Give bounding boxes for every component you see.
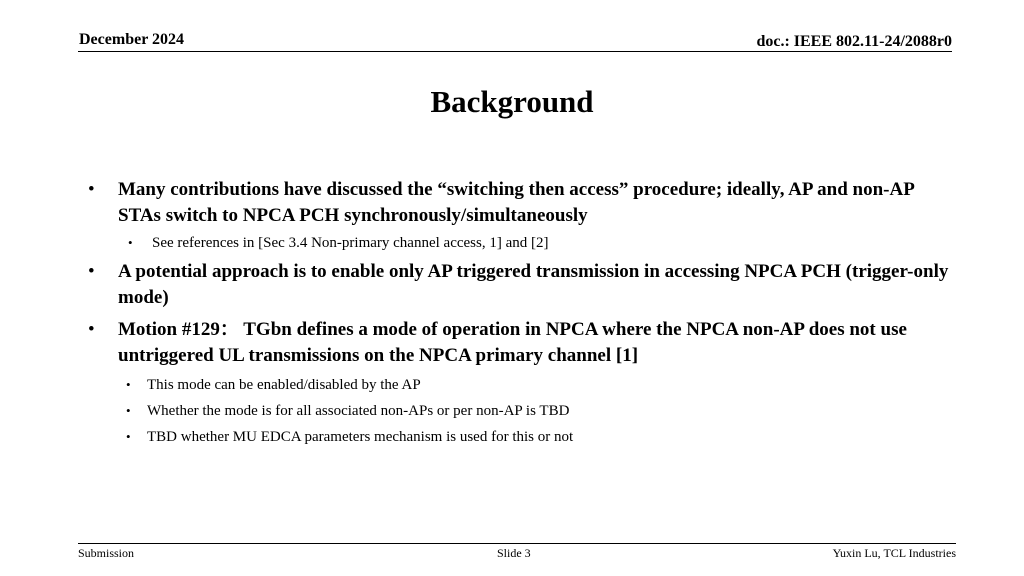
bullet-dot-icon: • xyxy=(126,429,131,444)
slide-title: Background xyxy=(430,84,594,119)
footer-author: Yuxin Lu, TCL Industries xyxy=(832,546,956,560)
footer-slide-number: Slide 3 xyxy=(497,546,531,560)
bullet-3-text: Motion #129： TGbn defines a mode of operation in NPCA where the NPCA non-AP does not use untriggered UL transmissions on the NPCA primary channel [1] xyxy=(118,319,907,366)
bullet-2 xyxy=(88,259,958,311)
sub-bullet-1-1 xyxy=(88,233,958,253)
bullet-dot-icon: • xyxy=(126,403,131,418)
footer-divider xyxy=(78,543,956,544)
sub-bullet-3-3 xyxy=(88,427,958,447)
bullet-dot-icon: • xyxy=(88,319,95,340)
header-date: December 2024 xyxy=(79,31,184,48)
sub-bullet-text: Whether the mode is for all associated non-APs or per non-AP is TBD xyxy=(147,403,570,419)
slide-body xyxy=(88,177,958,453)
footer-submission: Submission xyxy=(78,546,135,560)
sub-bullet-3-1 xyxy=(88,375,958,395)
bullet-2-text: A potential approach is to enable only AP triggered transmission in accessing NPCA PCH (trigger-only mode) xyxy=(118,261,949,308)
sub-bullet-3-2 xyxy=(88,401,958,421)
header-divider xyxy=(78,51,952,52)
bullet-3 xyxy=(88,317,958,369)
bullet-dot-icon: • xyxy=(128,235,133,250)
bullet-dot-icon: • xyxy=(88,261,95,282)
sub-bullet-text: TBD whether MU EDCA parameters mechanism is used for this or not xyxy=(147,429,574,445)
sub-bullet-text: This mode can be enabled/disabled by the AP xyxy=(147,377,421,393)
header-doc-id: doc.: IEEE 802.11-24/2088r0 xyxy=(756,33,952,50)
bullet-dot-icon: • xyxy=(126,377,131,392)
bullet-dot-icon: • xyxy=(88,179,95,200)
sub-bullet-text: See references in [Sec 3.4 Non-primary channel access, 1] and [2] xyxy=(152,235,549,251)
bullet-1 xyxy=(88,177,958,229)
bullet-1-text: Many contributions have discussed the “switching then access” procedure; ideally, AP and non-AP STAs switch to NPCA PCH synchronously/simultaneously xyxy=(118,179,914,226)
